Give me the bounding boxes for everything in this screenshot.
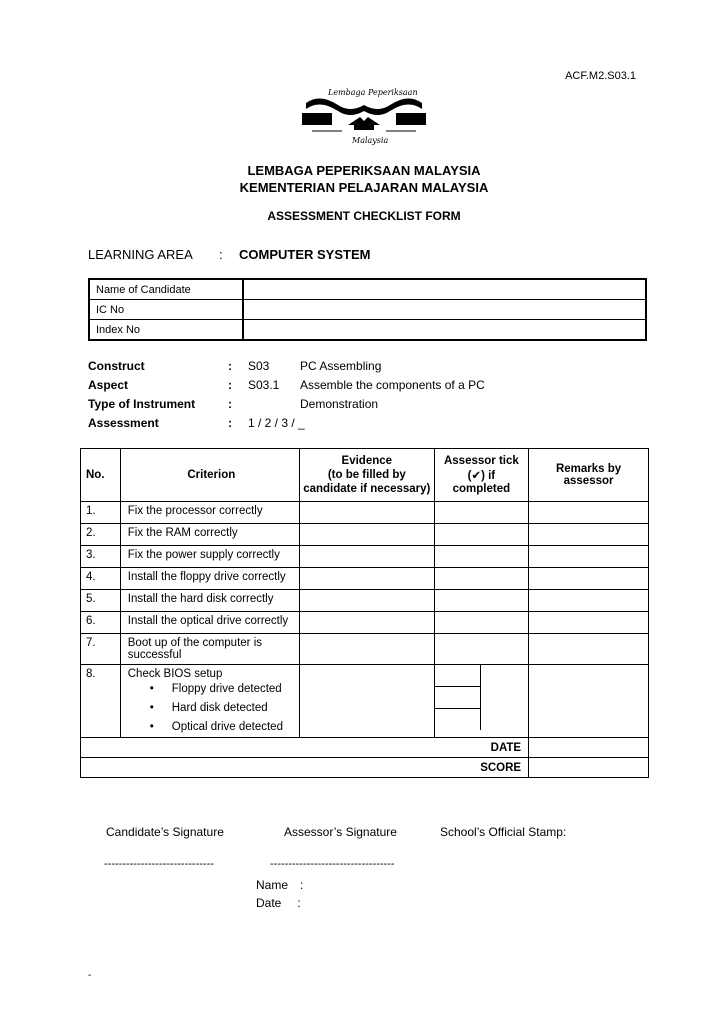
header-remarks: Remarks by assessor — [529, 449, 649, 502]
learning-area-value: COMPUTER SYSTEM — [239, 247, 371, 262]
header-criterion: Criterion — [120, 449, 299, 502]
school-stamp-label: School’s Official Stamp: — [440, 825, 567, 839]
remarks-cell[interactable] — [529, 524, 649, 546]
header-no: No. — [81, 449, 121, 502]
row-criterion: Boot up of the computer is successful — [120, 634, 299, 665]
row-no: 1. — [81, 502, 121, 524]
logo-text-top: Lembaga Peperiksaan — [328, 88, 418, 97]
candidate-name-row — [89, 279, 646, 300]
table-row — [81, 546, 649, 568]
evidence-cell[interactable] — [299, 546, 434, 568]
tick-cell[interactable] — [434, 524, 528, 546]
lpm-logo — [298, 83, 430, 149]
row-criterion: Fix the power supply correctly — [120, 546, 299, 568]
learning-area-colon: : — [219, 247, 223, 262]
row-no: 6. — [81, 612, 121, 634]
remarks-cell[interactable] — [529, 590, 649, 612]
row-no: 2. — [81, 524, 121, 546]
date-field[interactable] — [529, 738, 649, 758]
header-evidence: Evidence (to be filled by candidate if necessary) — [299, 449, 434, 502]
row-no: 3. — [81, 546, 121, 568]
tick-subcell[interactable] — [435, 687, 481, 709]
assessor-date-row: Date : — [256, 896, 301, 910]
document-code: ACF.M2.S03.1 — [565, 70, 636, 82]
tick-cell-bios — [434, 665, 528, 738]
row-criterion: Install the optical drive correctly — [120, 612, 299, 634]
detail-type-of-instrument: Type of Instrument : Demonstration — [88, 397, 379, 411]
ic-no-field[interactable] — [243, 300, 646, 320]
header-line-1: LEMBAGA PEPERIKSAAN MALAYSIA — [247, 163, 481, 178]
detail-construct: Construct : S03 PC Assembling — [88, 359, 382, 373]
table-row-bios — [81, 665, 649, 738]
row-criterion: Fix the RAM correctly — [120, 524, 299, 546]
candidate-name-field[interactable] — [243, 279, 646, 300]
header-assessor-tick: Assessor tick (✔) if completed — [434, 449, 528, 502]
score-label: SCORE — [81, 758, 529, 778]
assessor-signature-line[interactable]: ---------------------------------- — [270, 858, 395, 870]
table-row — [81, 568, 649, 590]
row-criterion: Install the floppy drive correctly — [120, 568, 299, 590]
table-row — [81, 524, 649, 546]
date-label: DATE — [81, 738, 529, 758]
table-row — [81, 612, 649, 634]
row-criterion-bios: Check BIOS setup • Floppy drive detected • Hard disk detected • Optical drive detected — [120, 665, 299, 738]
score-row — [81, 758, 649, 778]
row-no: 4. — [81, 568, 121, 590]
ic-no-row — [89, 300, 646, 320]
detail-aspect: Aspect : S03.1 Assemble the components of a PC — [88, 378, 485, 392]
tick-cell[interactable] — [434, 590, 528, 612]
table-row — [81, 502, 649, 524]
footer-mark: - — [88, 970, 92, 981]
evidence-cell[interactable] — [299, 634, 434, 665]
candidate-name-label: Name of Candidate — [89, 279, 243, 300]
remarks-cell[interactable] — [529, 665, 649, 738]
candidate-signature-line[interactable]: ------------------------------ — [104, 858, 214, 870]
table-header-row — [81, 449, 649, 502]
logo-text-bottom: Malaysia — [352, 136, 389, 145]
evidence-cell[interactable] — [299, 590, 434, 612]
list-item: • Optical drive detected — [149, 721, 283, 733]
index-no-label: Index No — [89, 320, 243, 341]
bios-subitems — [128, 680, 295, 737]
index-no-row — [89, 320, 646, 341]
table-row — [81, 590, 649, 612]
table-row — [81, 634, 649, 665]
ic-no-label: IC No — [89, 300, 243, 320]
remarks-cell[interactable] — [529, 546, 649, 568]
row-criterion: Install the hard disk correctly — [120, 590, 299, 612]
row-no: 8. — [81, 665, 121, 738]
evidence-cell[interactable] — [299, 502, 434, 524]
tick-subcell[interactable] — [435, 665, 481, 687]
tick-cell[interactable] — [434, 502, 528, 524]
tick-cell[interactable] — [434, 568, 528, 590]
evidence-cell[interactable] — [299, 524, 434, 546]
learning-area-label: LEARNING AREA — [88, 247, 193, 262]
remarks-cell[interactable] — [529, 568, 649, 590]
row-criterion: Fix the processor correctly — [120, 502, 299, 524]
row-no: 5. — [81, 590, 121, 612]
form-title: ASSESSMENT CHECKLIST FORM — [267, 209, 461, 223]
candidate-signature-label: Candidate’s Signature — [106, 825, 224, 839]
evidence-cell[interactable] — [299, 612, 434, 634]
detail-assessment: Assessment : 1 / 2 / 3 / _ — [88, 416, 305, 430]
evidence-cell[interactable] — [299, 665, 434, 738]
header-line-2: KEMENTERIAN PELAJARAN MALAYSIA — [239, 180, 489, 195]
tick-subcell[interactable] — [435, 709, 481, 731]
tick-cell[interactable] — [434, 612, 528, 634]
date-row — [81, 738, 649, 758]
list-item: • Floppy drive detected — [149, 683, 282, 695]
evidence-cell[interactable] — [299, 568, 434, 590]
index-no-field[interactable] — [243, 320, 646, 341]
remarks-cell[interactable] — [529, 612, 649, 634]
list-item: • Hard disk detected — [149, 702, 268, 714]
remarks-cell[interactable] — [529, 502, 649, 524]
score-field[interactable] — [529, 758, 649, 778]
remarks-cell[interactable] — [529, 634, 649, 665]
assessment-table — [80, 448, 649, 778]
assessor-name-row: Name : — [256, 878, 304, 892]
row-no: 7. — [81, 634, 121, 665]
tick-cell[interactable] — [434, 634, 528, 665]
assessor-signature-label: Assessor’s Signature — [284, 825, 397, 839]
tick-cell[interactable] — [434, 546, 528, 568]
candidate-info-table — [88, 278, 647, 341]
